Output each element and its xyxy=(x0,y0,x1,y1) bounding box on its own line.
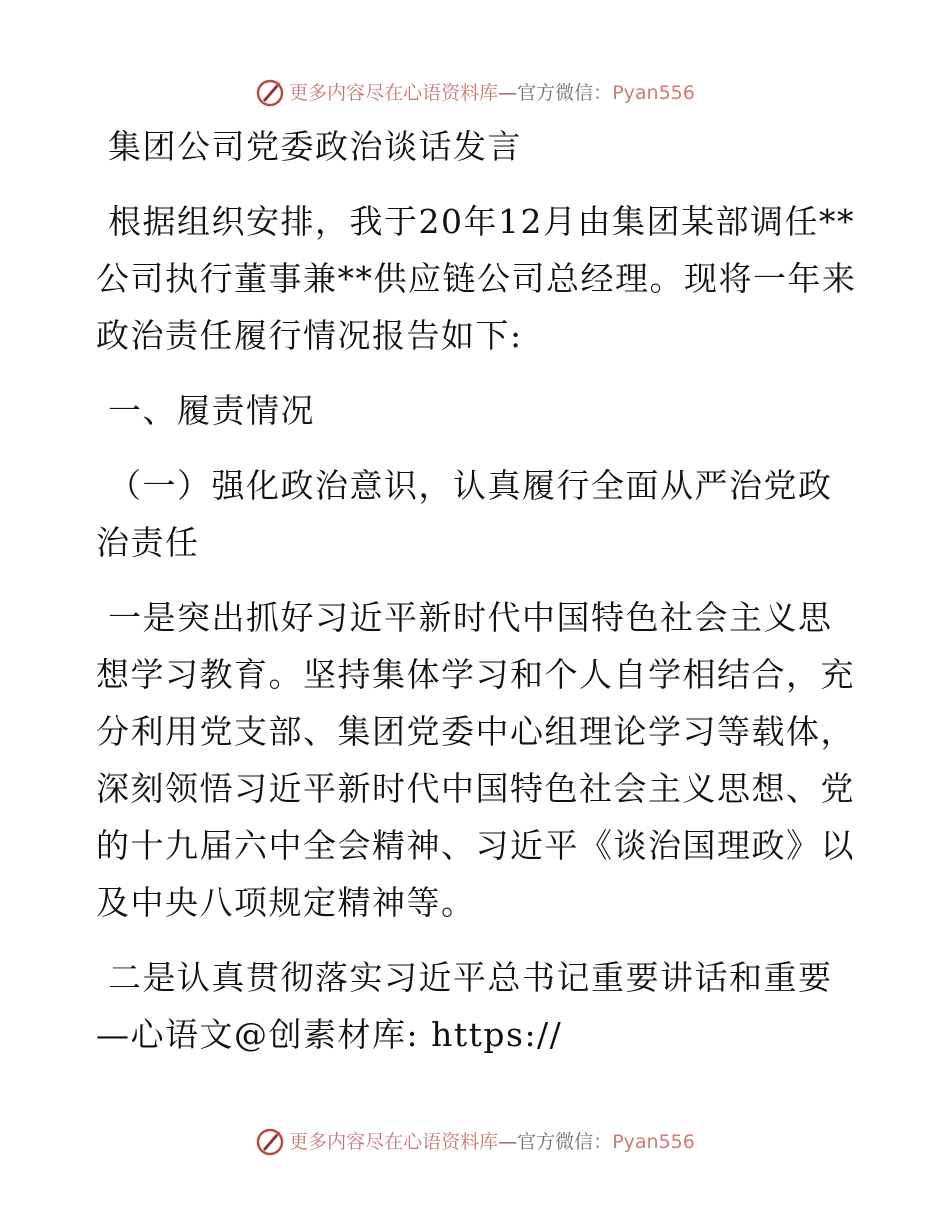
paragraph-line: 深刻领悟习近平新时代中国特色社会主义思想、党 xyxy=(96,769,855,808)
paragraph-line: 分利用党支部、集团党委中心组理论学习等载体， xyxy=(96,712,855,751)
paragraph-line: 根据组织安排，我于20年12月由集团某部调任** xyxy=(96,202,855,241)
section-heading: 一、履责情况 xyxy=(96,391,315,430)
quill-logo-icon xyxy=(255,78,285,108)
banner-wechat-id: Pyan556 xyxy=(612,82,695,104)
banner-dash: — xyxy=(498,82,518,104)
banner-library-text: 更多内容尽在心语资料库 xyxy=(289,82,499,104)
paragraph-line: 公司执行董事兼**供应链公司总经理。现将一年来 xyxy=(96,259,857,298)
paragraph-line: 想学习教育。坚持集体学习和个人自学相结合，充 xyxy=(96,655,855,694)
footer-watermark-banner xyxy=(0,1127,950,1157)
paragraph-line: 及中央八项规定精神等。 xyxy=(96,883,476,922)
header-watermark-banner xyxy=(0,78,950,108)
banner-wechat-label: 官方微信： xyxy=(517,1131,613,1153)
source-watermark-line: —心语文@创素材库: https:// xyxy=(96,1015,563,1054)
banner-wechat-label: 官方微信： xyxy=(517,82,613,104)
banner-wechat-id: Pyan556 xyxy=(612,1131,695,1153)
document-title: 集团公司党委政治谈话发言 xyxy=(96,127,522,166)
paragraph-line: 二是认真贯彻落实习近平总书记重要讲话和重要 xyxy=(96,958,833,997)
paragraph-line: 政治责任履行情况报告如下: xyxy=(96,316,523,355)
quill-logo-icon xyxy=(255,1127,285,1157)
paragraph-line: 一是突出抓好习近平新时代中国特色社会主义思 xyxy=(96,598,833,637)
subsection-heading: 治责任 xyxy=(96,523,200,562)
subsection-heading: （一）强化政治意识，认真履行全面从严治党政 xyxy=(96,466,833,505)
banner-dash: — xyxy=(498,1131,518,1153)
banner-library-text: 更多内容尽在心语资料库 xyxy=(289,1131,499,1153)
paragraph-line: 的十九届六中全会精神、习近平《谈治国理政》以 xyxy=(96,826,855,865)
